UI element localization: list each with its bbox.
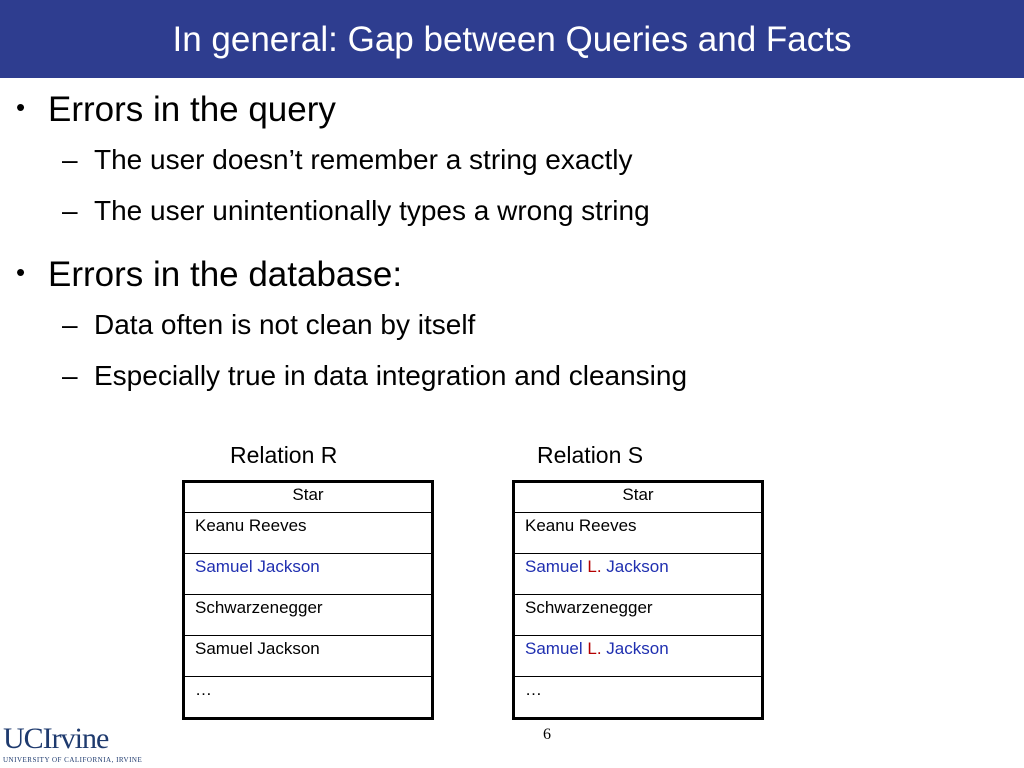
table-row: Schwarzenegger — [185, 594, 431, 635]
table-row — [515, 553, 761, 594]
relation-s-caption: Relation S — [537, 442, 644, 468]
logo-wordmark: UCIrvine — [3, 722, 109, 755]
sub-bullet-text: The user doesn’t remember a string exactly — [94, 144, 633, 175]
table-header: Star — [292, 485, 324, 504]
sub-bullet-text: Data often is not clean by itself — [94, 309, 476, 340]
relation-r-table — [182, 480, 434, 720]
sub-bullet-marker: – — [62, 144, 78, 175]
table-header: Star — [622, 485, 654, 504]
bullet-item — [0, 253, 1024, 305]
bullet-marker: • — [16, 92, 26, 122]
table-row — [515, 512, 761, 553]
bullet-text: Errors in the database: — [48, 255, 403, 294]
relation-r-caption: Relation R — [230, 442, 338, 468]
cell-text: … — [525, 680, 542, 699]
bullet-item — [0, 88, 1024, 140]
table-row — [515, 676, 761, 717]
sub-bullet-marker: – — [62, 195, 78, 226]
sub-bullet-item — [0, 140, 1024, 191]
cell-text: Jackson — [601, 557, 669, 576]
sub-bullet-text: The user unintentionally types a wrong string — [94, 195, 650, 226]
cell-text-highlight: L. — [587, 639, 602, 658]
bullet-list — [0, 88, 1024, 407]
sub-bullet-item — [0, 191, 1024, 242]
cell-text: Samuel — [525, 639, 588, 658]
table-row — [515, 594, 761, 635]
table-row: Keanu Reeves — [185, 512, 431, 553]
cell-text: Schwarzenegger — [525, 598, 653, 617]
sub-bullet-marker: – — [62, 309, 78, 340]
sub-bullet-marker: – — [62, 360, 78, 391]
sub-bullet-text: Especially true in data integration and cleansing — [94, 360, 688, 391]
table-row: Samuel Jackson — [185, 553, 431, 594]
sub-bullet-item — [0, 356, 1024, 407]
sub-bullet-item — [0, 305, 1024, 356]
table-row — [515, 635, 761, 676]
cell-text-highlight: L. — [587, 557, 602, 576]
bullet-text: Errors in the query — [48, 90, 336, 129]
page-number: 6 — [543, 726, 551, 743]
slide-title: In general: Gap between Queries and Facts — [172, 20, 852, 59]
cell-text: Keanu Reeves — [525, 516, 637, 535]
table-row: Samuel Jackson — [185, 635, 431, 676]
uci-logo — [3, 724, 142, 764]
relation-s-table — [512, 480, 764, 720]
logo-subtitle: UNIVERSITY OF CALIFORNIA, IRVINE — [3, 756, 143, 764]
cell-text: Samuel — [525, 557, 588, 576]
table-row: … — [185, 676, 431, 717]
cell-text: Jackson — [601, 639, 669, 658]
bullet-marker: • — [16, 257, 26, 287]
